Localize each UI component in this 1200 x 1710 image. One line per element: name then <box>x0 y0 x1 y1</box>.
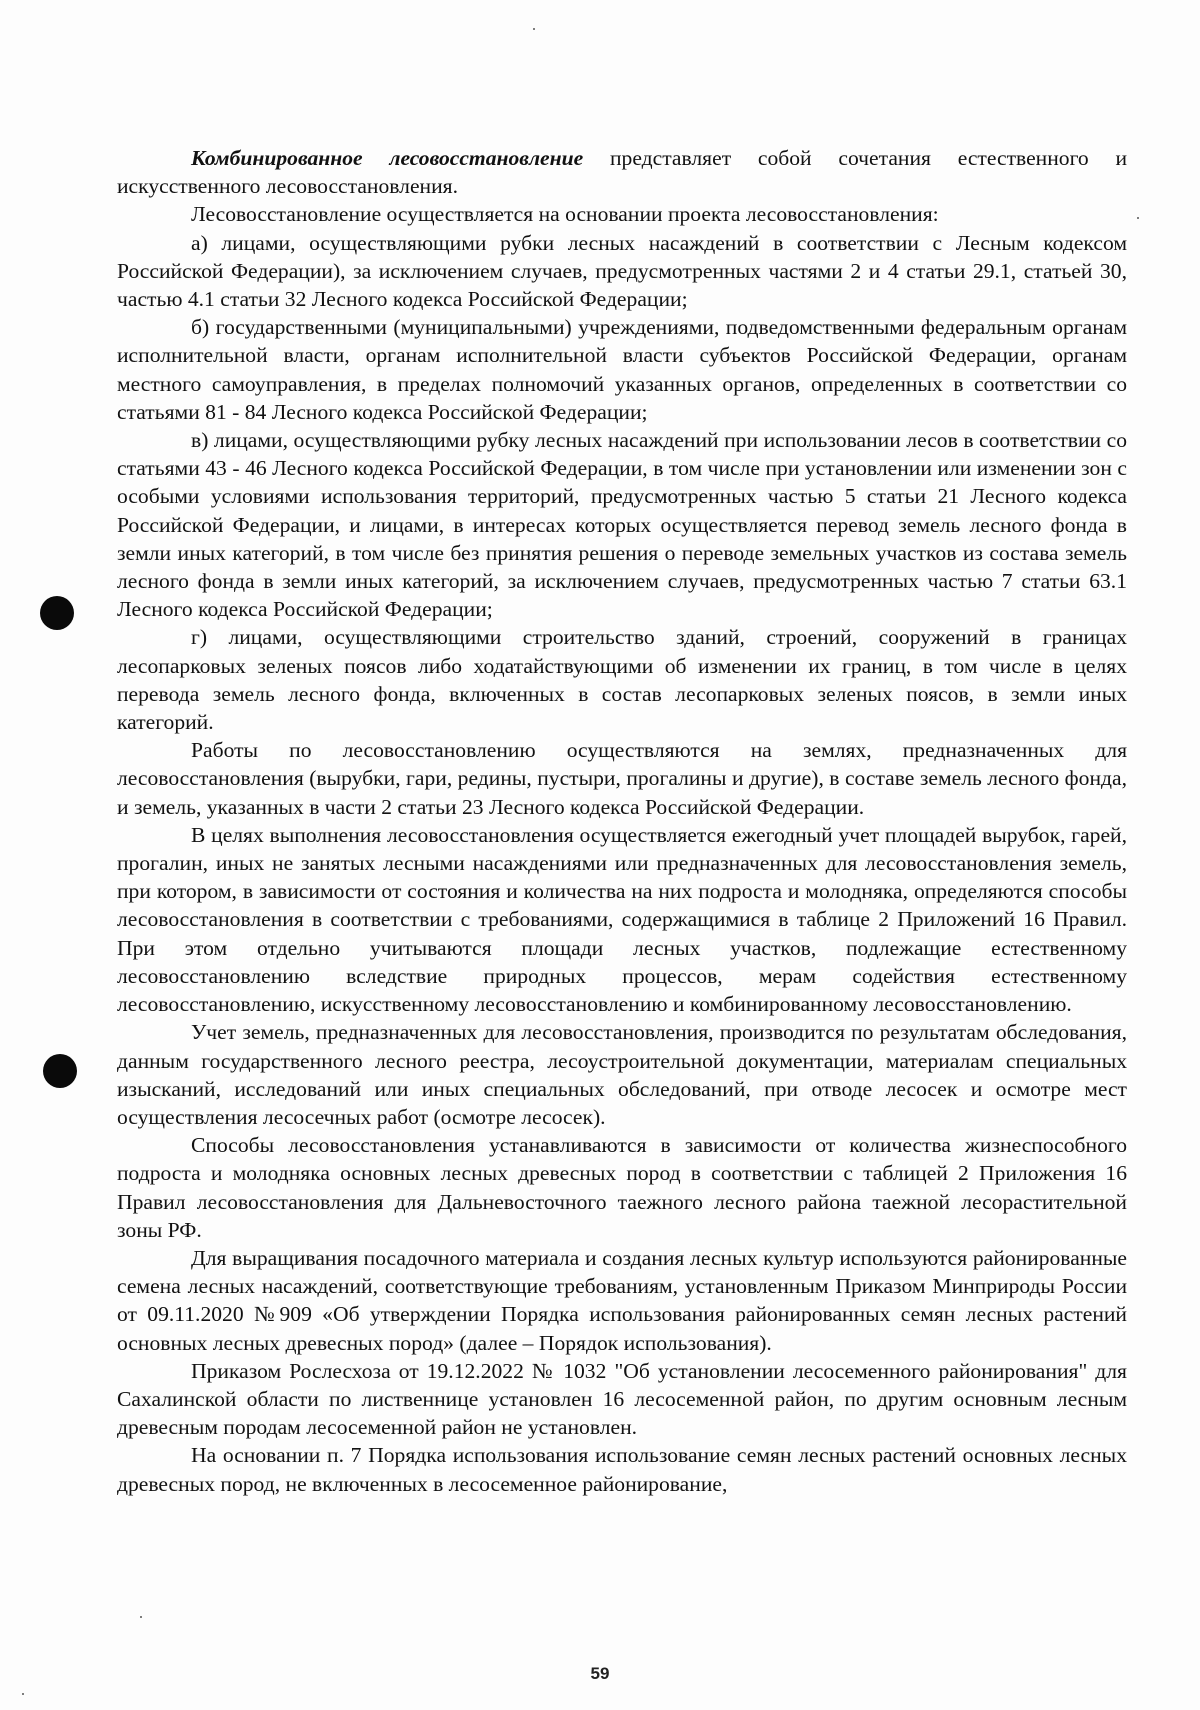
paragraph-intro <box>117 144 1127 200</box>
list-item-a: а) лицами, осуществляющими рубки лесных насаждений в соответствии с Лесным кодексом Российской Федерации), за исключением случаев, предусмотренных частями 2 и 4 статьи 29.1, статьей 30, частью 4.1 статьи 32 Лесного кодекса Российской Федерации; <box>117 230 1127 312</box>
paragraph: Работы по лесовосстановлению осуществляются на землях, предназначенных для лесовосстановления (вырубки, гари, редины, пустыри, прогалины и другие), в составе земель лесного фонда, и земель, указанных в части 2 статьи 23 Лесного кодекса Российской Федерации. <box>117 738 1127 819</box>
punch-hole-mark <box>43 1054 77 1088</box>
document-body <box>117 144 1127 1498</box>
list-item-g: г) лицами, осуществляющими строительство зданий, строений, сооружений в границах лесопарковых зеленых поясов либо ходатайствующими об изменении их границ, в том числе в целях перевода земель лесного фонда, включенных в состав лесопарковых зеленых поясов, в земли иных категорий. <box>117 625 1127 735</box>
scan-speck <box>22 1693 24 1695</box>
paragraph: Учет земель, предназначенных для лесовосстановления, производится по результатам обследования, данным государственного лесного реестра, лесоустроительной документации, материалам специальных изысканий, исследований или иных специальных обследований, при отводе лесосек и осмотре мест осуществления лесосечных работ (осмотре лесосек). <box>117 1020 1127 1129</box>
paragraph: Для выращивания посадочного материала и создания лесных культур используются районированные семена лесных насаждений, соответствующие требованиям, установленным Приказом Минприроды России от 09.11.2020 №909 «Об утверждении Порядка использования районированных семян лесных растений основных лесных древесных пород» (далее – Порядок использования). <box>117 1245 1127 1355</box>
list-item-b: б) государственными (муниципальными) учреждениями, подведомственными федеральным органам исполнительной власти, органам исполнительной власти субъектов Российской Федерации, органам местного самоуправления, в пределах полномочий указанных органов, определенных в соответствии со статьями 81 - 84 Лесного кодекса Российской Федерации; <box>117 315 1127 424</box>
defined-term: Комбинированное лесовосстановление <box>191 146 584 170</box>
paragraph: Лесовосстановление осуществляется на основании проекта лесовосстановления: <box>191 202 939 227</box>
page-number: 59 <box>590 1664 610 1683</box>
punch-hole-mark <box>40 596 74 630</box>
list-item-v: в) лицами, осуществляющими рубку лесных насаждений при использовании лесов в соответствии со статьями 43 - 46 Лесного кодекса Российской Федерации, в том числе при установлении или изменении зон с особыми условиями использования территорий, предусмотренных частью 5 статьи 21 Лесного кодекса Российской Федерации, и лицами, в интересах которых осуществляется перевод земель лесного фонда в земли иных категорий, в том числе без принятия решения о переводе земельных участков из состава земель лесного фонда в земли иных категорий, за исключением случаев, предусмотренных частью 7 статьи 63.1 Лесного кодекса Российской Федерации; <box>117 428 1127 622</box>
scan-speck <box>1137 217 1139 219</box>
scan-speck <box>140 1616 142 1618</box>
scan-speck <box>533 28 535 30</box>
paragraph: Приказом Рослесхоза от 19.12.2022 № 1032 "Об установлении лесосеменного районирования" для Сахалинской области по лиственнице установлен 16 лесосеменной район, по другим основным лесным древесным породам лесосеменной район не установлен. <box>117 1358 1127 1440</box>
paragraph: Способы лесовосстановления устанавливаются в зависимости от количества жизнеспособного подроста и молодняка основных лесных древесных пород в соответствии с таблицей 2 Приложения 16 Правил лесовосстановления для Дальневосточного таежного лесного района таежной лесорастительной зоны РФ. <box>117 1133 1127 1242</box>
paragraph-intro-text: представляет собой сочетания естественного и искусственного лесовосстановления. <box>117 146 1127 199</box>
paragraph: На основании п. 7 Порядка использования использование семян лесных растений основных лесных древесных пород, не включенных в лесосеменное районирование, <box>117 1443 1127 1496</box>
paragraph: В целях выполнения лесовосстановления осуществляется ежегодный учет площадей вырубок, гарей, прогалин, иных не занятых лесными насаждениями или предназначенных для лесовосстановления земель, при котором, в зависимости от состояния и количества на них подроста и молодняка, определяются способы лесовосстановления в соответствии с требованиями, содержащимися в таблице 2 Приложений 16 Правил. При этом отдельно учитываются площади лесных участков, подлежащие естественному лесовосстановлению вследствие природных процессов, мерам содействия естественному лесовосстановлению, искусственному лесовосстановлению и комбинированному лесовосстановлению. <box>117 822 1127 1017</box>
